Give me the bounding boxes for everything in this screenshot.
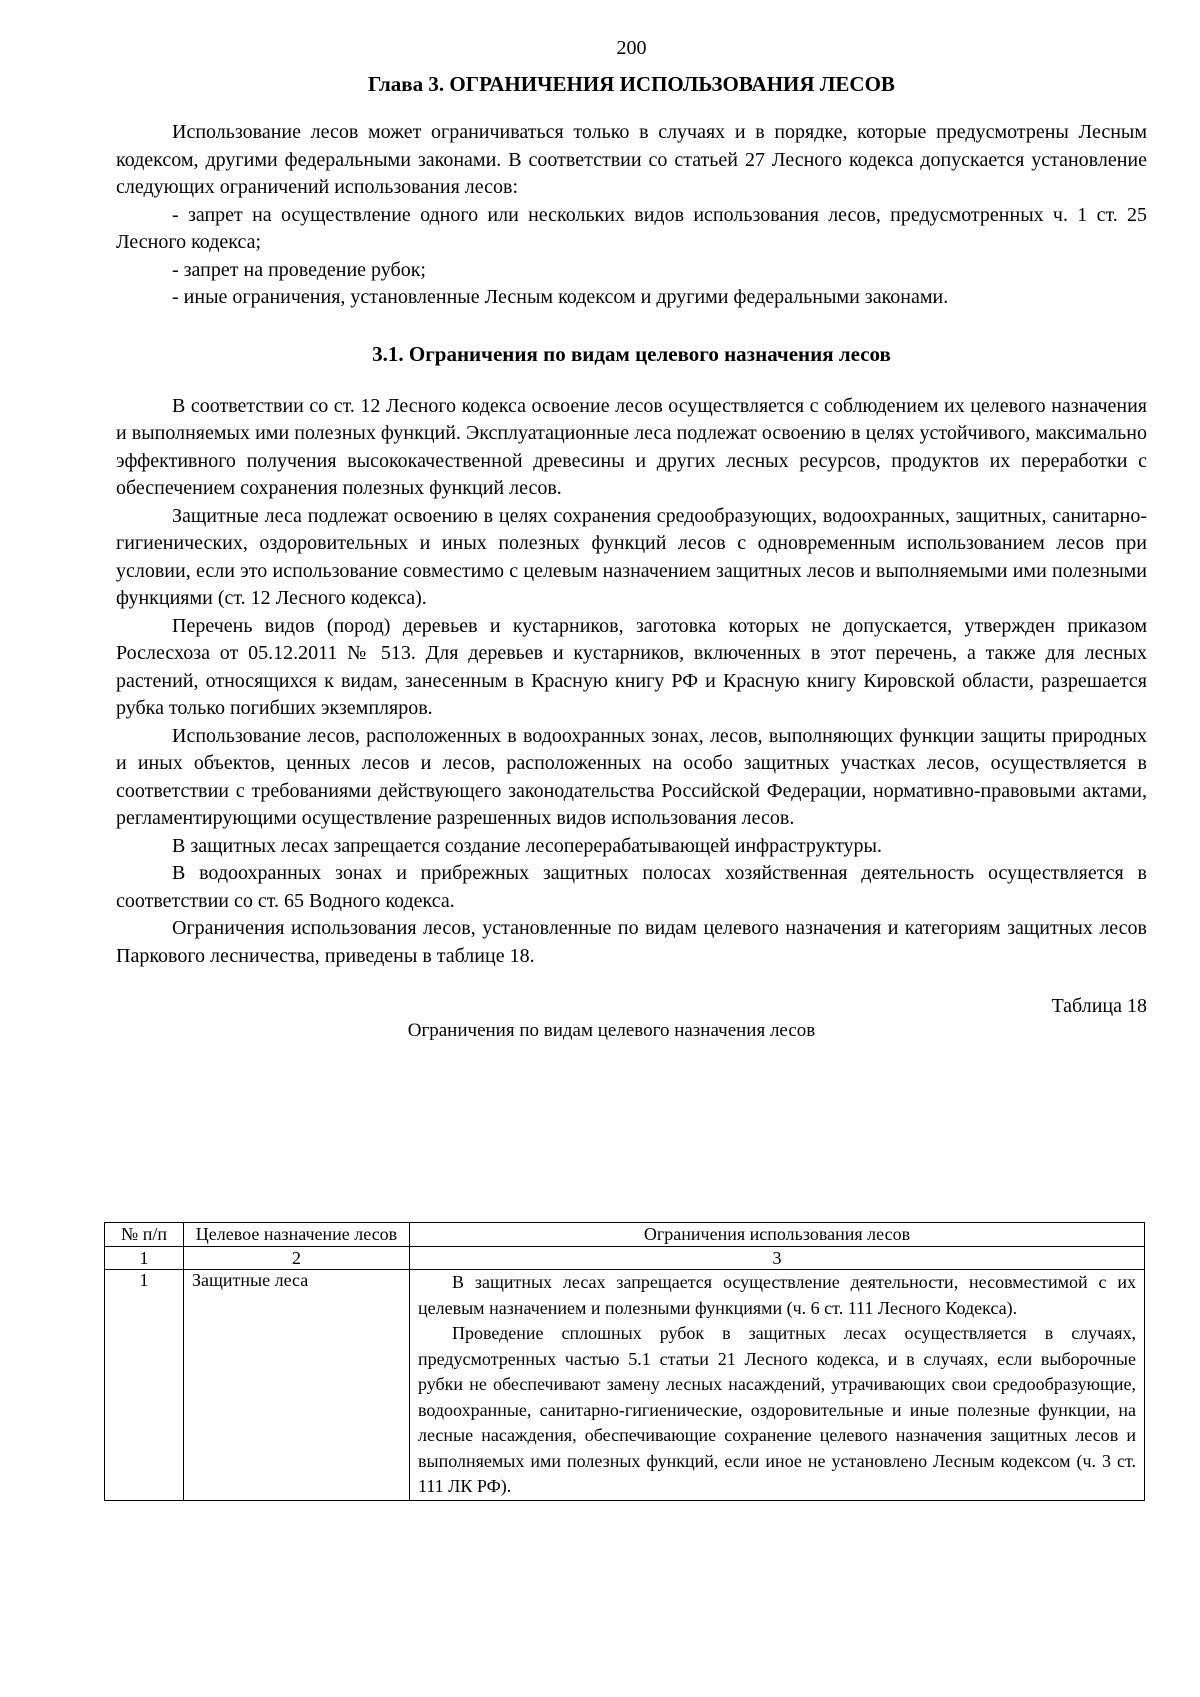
document-page xyxy=(116,36,1147,1043)
row-restrictions xyxy=(410,1270,1145,1501)
table-row xyxy=(105,1270,1145,1501)
restriction-paragraph: Проведение сплошных рубок в защитных лесах осуществляется в случаях, предусмотренных частью 5.1 статьи 21 Лесного кодекса, и в случаях, если выборочные рубки не обеспечивают замену лесных насаждений, утрачивающих свои средообразующие, водоохранные, санитарно-гигиенические, оздоровительные и иные полезные функции, на лесные насаждения, обеспечивающие сохранение целевого назначения защитных лесов и выполняемых ими полезных функций, если иное не установлено Лесным кодексом (ч. 3 ст. 111 ЛК РФ). xyxy=(418,1323,1136,1496)
column-number: 2 xyxy=(184,1247,410,1270)
row-num: 1 xyxy=(105,1270,184,1501)
intro-list-item: - запрет на осуществление одного или нескольких видов использования лесов, предусмотренных ч. 1 ст. 25 Лесного кодекса; xyxy=(116,203,1147,254)
intro-block xyxy=(116,119,1147,312)
column-number: 1 xyxy=(105,1247,184,1270)
section-paragraph: В соответствии со ст. 12 Лесного кодекса освоение лесов осуществляется с соблюдением их целевого назначения и выполняемых ими полезных функций. Эксплуатационные леса подлежат освоению в целях устойчивого, максимально эффективного получения высококачественной древесины и других лесных ресурсов, продуктов их переработки с обеспечением сохранения полезных функций лесов. xyxy=(116,394,1147,500)
chapter-title: Глава 3. ОГРАНИЧЕНИЯ ИСПОЛЬЗОВАНИЯ ЛЕСОВ xyxy=(368,72,895,96)
section-paragraph: В защитных лесах запрещается создание лесоперерабатывающей инфраструктуры. xyxy=(172,834,882,857)
row-purpose: Защитные леса xyxy=(184,1270,410,1501)
section-paragraph: Ограничения использования лесов, установленные по видам целевого назначения и категориям защитных лесов Паркового лесничества, приведены в таблице 18. xyxy=(116,917,1147,967)
header-num: № п/п xyxy=(105,1223,184,1247)
restriction-paragraph: В защитных лесах запрещается осуществление деятельности, несовместимой с их целевым назначением и полезными функциями (ч. 6 ст. 111 Лесного Кодекса). xyxy=(418,1272,1136,1318)
header-restrictions: Ограничения использования лесов xyxy=(410,1223,1145,1247)
table-header-row xyxy=(105,1223,1145,1247)
section-paragraph: Защитные леса подлежат освоению в целях сохранения средообразующих, водоохранных, защитных, санитарно-гигиенических, оздоровительных и иных полезных функций лесов с одновременным использованием лесов при условии, если это использование совместимо с целевым назначением защитных лесов и выполняемыми ими полезными функциями (ст. 12 Лесного кодекса). xyxy=(116,504,1147,610)
intro-list-item: - запрет на проведение рубок; xyxy=(172,258,426,281)
page-number: 200 xyxy=(616,37,647,59)
intro-list-item: - иные ограничения, установленные Лесным кодексом и другими федеральными законами. xyxy=(172,286,949,309)
column-number: 3 xyxy=(410,1247,1145,1270)
table-number-label: Таблица 18 xyxy=(1051,995,1147,1018)
section-paragraph: Использование лесов, расположенных в водоохранных зонах, лесов, выполняющих функции защиты природных и иных объектов, ценных лесов и лесов, расположенных на особо защитных участках лесов, осуществляется в соответствии с требованиями действующего законодательства Российской Федерации, нормативно-правовыми актами, регламентирующими осуществление разрешенных видов использования лесов. xyxy=(116,724,1147,830)
section-paragraph: Перечень видов (пород) деревьев и кустарников, заготовка которых не допускается, утвержден приказом Рослесхоза от 05.12.2011 № 513. Для деревьев и кустарников, включенных в этот перечень, а также для лесных растений, относящихся к видам, занесенным в Красную книгу РФ и Красную книгу Кировской области, разрешается рубка только погибших экземпляров. xyxy=(116,614,1147,720)
table-caption: Ограничения по видам целевого назначения лесов xyxy=(407,1020,816,1042)
section-body xyxy=(116,393,1147,971)
section-title: 3.1. Ограничения по видам целевого назначения лесов xyxy=(372,341,891,366)
column-number-row xyxy=(105,1247,1145,1270)
intro-paragraph: Использование лесов может ограничиваться только в случаях и в порядке, которые предусмотрены Лесным кодексом, другими федеральными законами. В соответствии со статьей 27 Лесного кодекса допускается установление следующих ограничений использования лесов: xyxy=(116,121,1147,199)
restrictions-table xyxy=(104,1222,1145,1501)
section-paragraph: В водоохранных зонах и прибрежных защитных полосах хозяйственная деятельность осуществляется в соответствии со ст. 65 Водного кодекса. xyxy=(116,862,1147,912)
header-purpose: Целевое назначение лесов xyxy=(184,1223,410,1247)
